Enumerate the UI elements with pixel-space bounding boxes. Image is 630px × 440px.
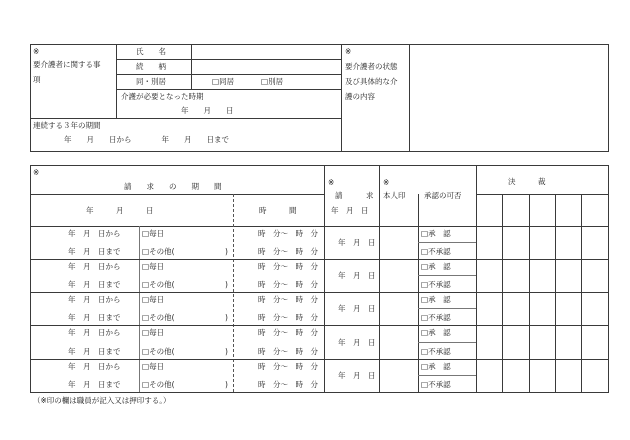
approve-checkbox[interactable]: □承 認	[421, 328, 451, 337]
request-ymd-header: 年 月 日	[331, 206, 369, 215]
approve-checkbox[interactable]: □承 認	[421, 295, 451, 304]
time-to[interactable]: 時 分～ 時 分	[258, 280, 318, 289]
row-to[interactable]: 年 月 日まで	[68, 280, 121, 289]
row-to[interactable]: 年 月 日まで	[68, 313, 121, 322]
lower-border-top	[30, 165, 609, 166]
row-from[interactable]: 年 月 日から	[68, 295, 121, 304]
other-checkbox[interactable]: □その他(	[142, 247, 175, 256]
upper-row-line-3	[116, 89, 341, 90]
period-value[interactable]: 年 月 日から 年 月 日まで	[64, 135, 229, 144]
col-approval-left	[418, 194, 419, 393]
daily-checkbox[interactable]: □毎日	[142, 295, 165, 304]
approval-header: 承認の可否	[424, 191, 462, 200]
care-recipient-label: 要介護者に関する事	[33, 60, 101, 69]
daily-checkbox[interactable]: □毎日	[142, 262, 165, 271]
time-from[interactable]: 時 分～ 時 分	[258, 362, 318, 371]
lower-border-right	[608, 165, 609, 393]
row-line-1	[30, 259, 608, 260]
approval-half-2	[418, 275, 476, 276]
upper-border-left	[30, 44, 31, 152]
cohabit-checkbox-separate[interactable]: □別居	[261, 77, 284, 86]
date-checkbox-divider	[139, 226, 140, 392]
approval-half-5	[418, 375, 476, 376]
approve-checkbox[interactable]: □承 認	[421, 262, 451, 271]
approve-checkbox[interactable]: □承 認	[421, 229, 451, 238]
upper-row-line-2	[116, 74, 341, 75]
decision-header: 決 裁	[508, 177, 546, 186]
col-decision-3	[529, 194, 530, 393]
lower-border-bottom	[30, 392, 609, 393]
approval-half-1	[418, 242, 476, 243]
time-from[interactable]: 時 分～ 時 分	[258, 229, 318, 238]
row-from[interactable]: 年 月 日から	[68, 229, 121, 238]
relation-field[interactable]	[192, 60, 341, 74]
reject-checkbox[interactable]: □不承認	[421, 313, 451, 322]
date-time-dashed-line	[233, 194, 234, 392]
row-from[interactable]: 年 月 日から	[68, 362, 121, 371]
request-date[interactable]: 年 月 日	[338, 371, 376, 380]
request-label-a: 請	[335, 191, 343, 200]
mark-right: ※	[345, 47, 352, 56]
time-to[interactable]: 時 分～ 時 分	[258, 313, 318, 322]
approval-half-4	[418, 342, 476, 343]
other-checkbox[interactable]: □その他(	[142, 280, 175, 289]
footnote: （※印の欄は職員が記入又は押印する。）	[33, 396, 171, 405]
col-decision-5	[581, 194, 582, 393]
care-needed-date[interactable]: 年 月 日	[181, 106, 234, 115]
daily-checkbox[interactable]: □毎日	[142, 328, 165, 337]
period-label: 連続する３年の期間	[33, 121, 101, 130]
mark-1: ※	[33, 168, 40, 177]
other-checkbox[interactable]: □その他(	[142, 380, 175, 389]
time-to[interactable]: 時 分～ 時 分	[258, 247, 318, 256]
upper-row-line-4	[30, 118, 341, 119]
row-from[interactable]: 年 月 日から	[68, 328, 121, 337]
date-header: 年 月 日	[86, 206, 154, 215]
request-date[interactable]: 年 月 日	[338, 304, 376, 313]
seal-header: 本人印	[383, 191, 406, 200]
request-date[interactable]: 年 月 日	[338, 238, 376, 247]
col-decision-4	[555, 194, 556, 393]
time-from[interactable]: 時 分～ 時 分	[258, 262, 318, 271]
approval-half-3	[418, 308, 476, 309]
condition-label-2: 及び具体的な介	[345, 77, 398, 86]
row-line-2	[30, 292, 608, 293]
daily-checkbox[interactable]: □毎日	[142, 229, 165, 238]
cohabit-label: 同・別居	[136, 77, 166, 86]
time-header: 時 間	[259, 206, 297, 215]
other-close: )	[225, 380, 228, 389]
row-from[interactable]: 年 月 日から	[68, 262, 121, 271]
care-needed-label: 介護が必要となった時期	[121, 92, 204, 101]
other-checkbox[interactable]: □その他(	[142, 313, 175, 322]
upper-col-line-1	[116, 44, 117, 118]
request-period-header: 請 求 の 期 間	[124, 182, 222, 191]
care-recipient-label-2: 項	[33, 75, 41, 84]
approve-checkbox[interactable]: □承 認	[421, 362, 451, 371]
condition-field[interactable]	[410, 45, 608, 151]
col-decision-2	[502, 194, 503, 393]
upper-border-bottom	[30, 151, 609, 152]
other-close: )	[225, 280, 228, 289]
reject-checkbox[interactable]: □不承認	[421, 347, 451, 356]
header-line-mid	[30, 194, 324, 195]
header-line-bottom	[30, 226, 608, 227]
request-date[interactable]: 年 月 日	[338, 338, 376, 347]
decision-header-line	[476, 194, 608, 195]
row-to[interactable]: 年 月 日まで	[68, 380, 121, 389]
other-close: )	[225, 247, 228, 256]
reject-checkbox[interactable]: □不承認	[421, 280, 451, 289]
request-label-b: 求	[366, 191, 374, 200]
request-date[interactable]: 年 月 日	[338, 271, 376, 280]
cohabit-checkbox-together[interactable]: □同居	[212, 77, 235, 86]
row-to[interactable]: 年 月 日まで	[68, 247, 121, 256]
row-to[interactable]: 年 月 日まで	[68, 347, 121, 356]
time-from[interactable]: 時 分～ 時 分	[258, 328, 318, 337]
upper-border-right	[608, 44, 609, 152]
name-label: 氏 名	[136, 47, 166, 56]
daily-checkbox[interactable]: □毎日	[142, 362, 165, 371]
relation-label: 続 柄	[136, 62, 166, 71]
mark-left: ※	[33, 47, 40, 56]
time-to[interactable]: 時 分～ 時 分	[258, 380, 318, 389]
row-line-3	[30, 325, 608, 326]
condition-label-3: 護の内容	[345, 92, 375, 101]
reject-checkbox[interactable]: □不承認	[421, 380, 451, 389]
other-close: )	[225, 347, 228, 356]
other-close: )	[225, 313, 228, 322]
condition-label-1: 要介護者の状態	[345, 62, 398, 71]
other-checkbox[interactable]: □その他(	[142, 347, 175, 356]
row-line-4	[30, 359, 608, 360]
mark-3: ※	[383, 178, 390, 187]
time-to[interactable]: 時 分～ 時 分	[258, 347, 318, 356]
time-from[interactable]: 時 分～ 時 分	[258, 295, 318, 304]
reject-checkbox[interactable]: □不承認	[421, 247, 451, 256]
mark-2: ※	[328, 178, 335, 187]
name-field[interactable]	[192, 45, 341, 59]
upper-col-line-3	[341, 44, 342, 152]
